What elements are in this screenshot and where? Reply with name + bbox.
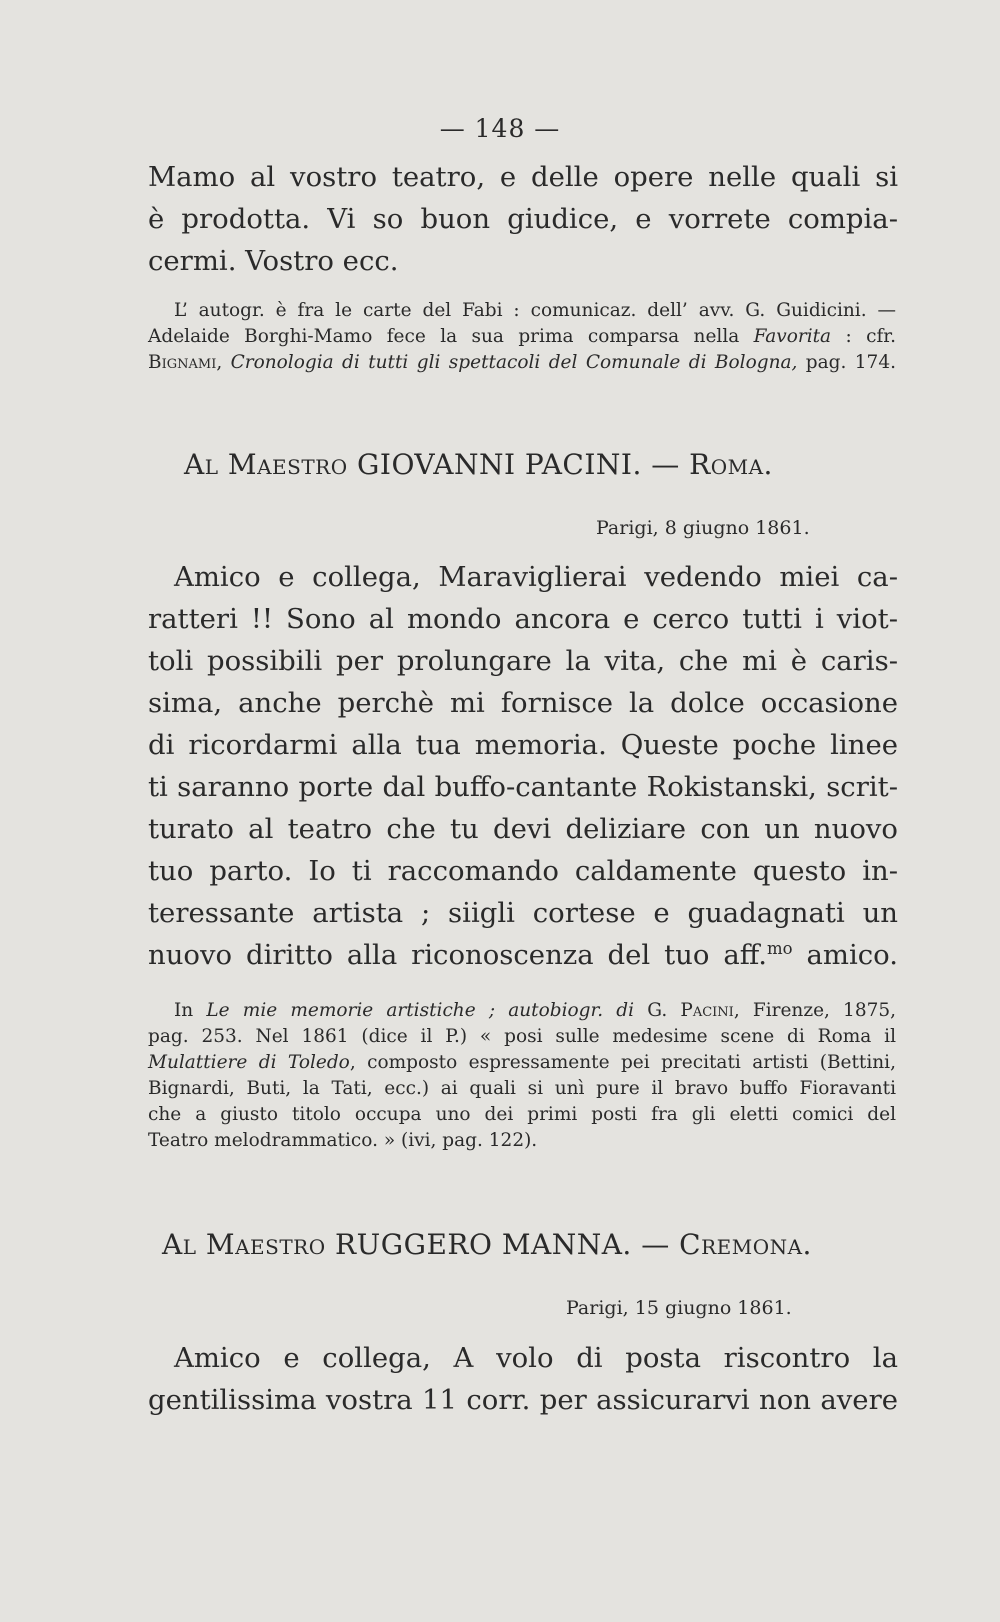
footnote-1: [148, 298, 896, 376]
text-line: Amico e collega, Maraviglierai vedendo miei ca-: [174, 561, 898, 593]
note-line: In Le mie memorie artistiche ; autobiogr. di G. Pacini, Firenze, 1875,: [174, 1000, 897, 1021]
text-line: ratteri !! Sono al mondo ancora e cerco tutti i viot-: [148, 603, 898, 635]
page-number: — 148 —: [439, 114, 561, 143]
text-line: tuo parto. Io ti raccomando caldamente questo in-: [148, 855, 898, 887]
note-line: Bignami, Cronologia di tutti gli spettacoli del Comunale di Bologna, pag. 174.: [148, 352, 896, 373]
text-line: di ricordarmi alla tua memoria. Queste poche linee: [148, 729, 898, 761]
note-line: Adelaide Borghi-Mamo fece la sua prima comparsa nella Favorita : cfr.: [148, 326, 896, 347]
note-line: Mulattiere di Toledo, composto espressamente pei precitati artisti (Bettini,: [148, 1052, 896, 1073]
letter-heading-pacini: Al Maestro GIOVANNI PACINI. — Roma.: [184, 448, 773, 481]
text-line: nuovo diritto alla riconoscenza del tuo aff.$^{mo}$ amico.: [148, 938, 898, 971]
note-line: Bignardi, Buti, la Tati, ecc.) ai quali si unì pure il bravo buffo Fioravanti: [148, 1078, 896, 1099]
text-line: ti saranno porte dal buffo-cantante Rokistanski, scrit-: [148, 771, 898, 803]
text-line: Mamo al vostro teatro, e delle opere nelle quali si: [148, 161, 898, 193]
dateline-2: Parigi, 15 giugno 1861.: [566, 1297, 792, 1319]
text-line: Amico e collega, A volo di posta riscontro la: [174, 1342, 898, 1374]
letter-heading-manna: Al Maestro RUGGERO MANNA. — Cremona.: [162, 1228, 812, 1261]
text-line: turato al teatro che tu devi deliziare con un nuovo: [148, 813, 898, 845]
text-line: gentilissima vostra 11 corr. per assicurarvi non avere: [148, 1384, 898, 1416]
text-line: teressante artista ; siigli cortese e guadagnati un: [148, 897, 898, 929]
letter-body-2: [148, 1337, 898, 1421]
dateline-1: Parigi, 8 giugno 1861.: [596, 517, 810, 539]
note-line: pag. 253. Nel 1861 (dice il P.) « posi sulle medesime scene di Roma il: [148, 1026, 896, 1047]
text-line: è prodotta. Vi so buon giudice, e vorrete compia-: [148, 203, 898, 235]
text-line: toli possibili per prolungare la vita, che mi è caris-: [148, 645, 898, 677]
note-line: L’ autogr. è fra le carte del Fabi : comunicaz. dell’ avv. G. Guidicini. —: [174, 300, 896, 321]
text-line: cermi. Vostro ecc.: [148, 245, 399, 277]
note-line: Teatro melodrammatico. » (ivi, pag. 122).: [148, 1130, 538, 1151]
text-line: sima, anche perchè mi fornisce la dolce occasione: [148, 687, 898, 719]
letter-body-1: [148, 556, 898, 976]
note-line: che a giusto titolo occupa uno dei primi posti fra gli eletti comici del: [148, 1104, 896, 1125]
continuation-paragraph: [148, 156, 898, 282]
footnote-2: [148, 998, 896, 1154]
